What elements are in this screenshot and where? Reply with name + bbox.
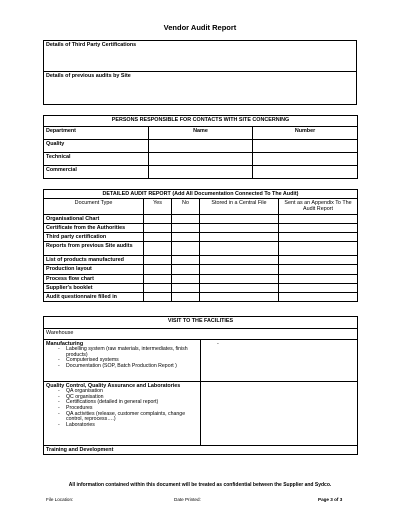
list-item: - Laboratories	[66, 423, 198, 429]
detailed-cell[interactable]	[172, 233, 200, 242]
table-row	[44, 214, 358, 223]
detailed-row-label: Production layout	[44, 265, 144, 274]
list-item: - Labelling system (raw materials, intermediates, finish products)	[66, 347, 198, 358]
detailed-row-label: Process flow chart	[44, 274, 144, 283]
table-row	[44, 242, 358, 256]
detailed-col-doc-type: Document Type	[44, 199, 144, 214]
list-item: - Computerised systems	[66, 358, 198, 364]
visit-table	[43, 316, 358, 455]
contacts-cell[interactable]	[149, 166, 253, 179]
detailed-cell[interactable]	[144, 256, 172, 265]
detailed-row-label: Reports from previous Site audits	[44, 242, 144, 256]
detailed-cell[interactable]	[144, 223, 172, 232]
table-row	[44, 233, 358, 242]
detailed-cell[interactable]	[279, 293, 358, 302]
list-item: - Certifications (detailed in general report)	[66, 400, 198, 406]
page-title: Vendor Audit Report	[163, 23, 237, 32]
detailed-row-label: Third party certification	[44, 233, 144, 242]
detailed-cell[interactable]	[200, 242, 279, 256]
detailed-row-label: Organisational Chart	[44, 214, 144, 223]
contacts-row-commercial: Commercial	[44, 166, 149, 179]
detailed-cell[interactable]	[144, 293, 172, 302]
detailed-heading-note: (Add All Documentation Connected To The Audit)	[172, 191, 299, 197]
manufacturing-label: Manufacturing	[46, 341, 84, 347]
list-item: - QC organisation	[66, 395, 198, 401]
detailed-row-label: Certificate from the Authorities	[44, 223, 144, 232]
contacts-col-name: Name	[149, 127, 253, 140]
detailed-cell[interactable]	[200, 233, 279, 242]
page-number: Page 3 of 3	[318, 497, 343, 502]
detailed-cell[interactable]	[279, 242, 358, 256]
detailed-cell[interactable]	[200, 256, 279, 265]
detailed-cell[interactable]	[200, 265, 279, 274]
detailed-col-stored: Stored in a Central File	[200, 199, 279, 214]
detailed-cell[interactable]	[144, 283, 172, 292]
quality-notes[interactable]	[201, 382, 358, 446]
detailed-heading	[44, 190, 358, 199]
detailed-cell[interactable]	[200, 274, 279, 283]
contacts-cell[interactable]	[149, 153, 253, 166]
table-row	[44, 223, 358, 232]
quality-cell	[44, 382, 201, 446]
manufacturing-notes[interactable]	[201, 340, 358, 382]
table-row	[44, 274, 358, 283]
list-item: - QA activities (release, customer complaints, change control, reprocess….)	[66, 412, 198, 423]
third-party-certifications-label: Details of Third Party Certifications	[44, 41, 357, 72]
detailed-cell[interactable]	[144, 233, 172, 242]
table-row	[44, 256, 358, 265]
detailed-cell[interactable]	[172, 256, 200, 265]
detailed-row-label: Supplier's booklet	[44, 283, 144, 292]
certifications-table	[43, 40, 357, 105]
detailed-cell[interactable]	[172, 265, 200, 274]
table-row	[44, 283, 358, 292]
manufacturing-list	[46, 347, 198, 369]
contacts-col-number: Number	[253, 127, 358, 140]
date-printed: Date Printed:	[174, 497, 201, 502]
detailed-col-no: No	[172, 199, 200, 214]
training-label: Training and Development	[44, 446, 358, 455]
table-row	[44, 293, 358, 302]
list-item: - Procedures	[66, 406, 198, 412]
detailed-cell[interactable]	[172, 283, 200, 292]
manufacturing-dash: -	[217, 341, 219, 347]
detailed-row-label: Audit questionnaire filled in	[44, 293, 144, 302]
detailed-cell[interactable]	[279, 233, 358, 242]
list-item: - Documentation (SOP, Batch Production Report )	[66, 364, 198, 370]
detailed-col-yes: Yes	[144, 199, 172, 214]
contacts-cell[interactable]	[253, 166, 358, 179]
quality-label: Quality Control, Quality Assurance and Laboratories	[46, 383, 181, 389]
detailed-cell[interactable]	[279, 214, 358, 223]
list-item: - QA organisation	[66, 389, 198, 395]
detailed-cell[interactable]	[200, 283, 279, 292]
detailed-heading-title: DETAILED AUDIT REPORT	[102, 191, 171, 197]
confidential-note: All information contained within this document will be treated as confidential between the Supplier and Sydco.	[68, 482, 332, 488]
detailed-cell[interactable]	[144, 274, 172, 283]
quality-list	[46, 389, 198, 428]
detailed-cell[interactable]	[279, 283, 358, 292]
detailed-cell[interactable]	[144, 265, 172, 274]
detailed-cell[interactable]	[172, 214, 200, 223]
detailed-cell[interactable]	[279, 265, 358, 274]
contacts-cell[interactable]	[253, 140, 358, 153]
contacts-col-department: Department	[44, 127, 149, 140]
detailed-cell[interactable]	[172, 274, 200, 283]
detailed-cell[interactable]	[279, 256, 358, 265]
warehouse-label: Warehouse	[44, 329, 358, 340]
contacts-row-technical: Technical	[44, 153, 149, 166]
detailed-cell[interactable]	[172, 223, 200, 232]
detailed-cell[interactable]	[279, 223, 358, 232]
visit-heading: VISIT TO THE FACILITIES	[44, 317, 358, 329]
contacts-heading: PERSONS RESPONSIBLE FOR CONTACTS WITH SITE CONCERNING	[44, 116, 358, 127]
detailed-cell[interactable]	[200, 223, 279, 232]
detailed-cell[interactable]	[144, 214, 172, 223]
detailed-row-label: List of products manufactured	[44, 256, 144, 265]
detailed-cell[interactable]	[172, 242, 200, 256]
detailed-col-appendix: Sent as an Appendix To The Audit Report	[279, 199, 358, 214]
contacts-row-quality: Quality	[44, 140, 149, 153]
detailed-cell[interactable]	[200, 214, 279, 223]
contacts-cell[interactable]	[253, 153, 358, 166]
file-location: File Location:	[46, 497, 74, 502]
detailed-audit-table	[43, 189, 358, 302]
manufacturing-cell	[44, 340, 201, 382]
contacts-cell[interactable]	[149, 140, 253, 153]
detailed-cell[interactable]	[172, 293, 200, 302]
previous-audits-label: Details of previous audits by Site	[44, 72, 357, 105]
detailed-cell[interactable]	[144, 242, 172, 256]
detailed-cell[interactable]	[279, 274, 358, 283]
detailed-cell[interactable]	[200, 293, 279, 302]
table-row	[44, 265, 358, 274]
contacts-table	[43, 115, 358, 179]
